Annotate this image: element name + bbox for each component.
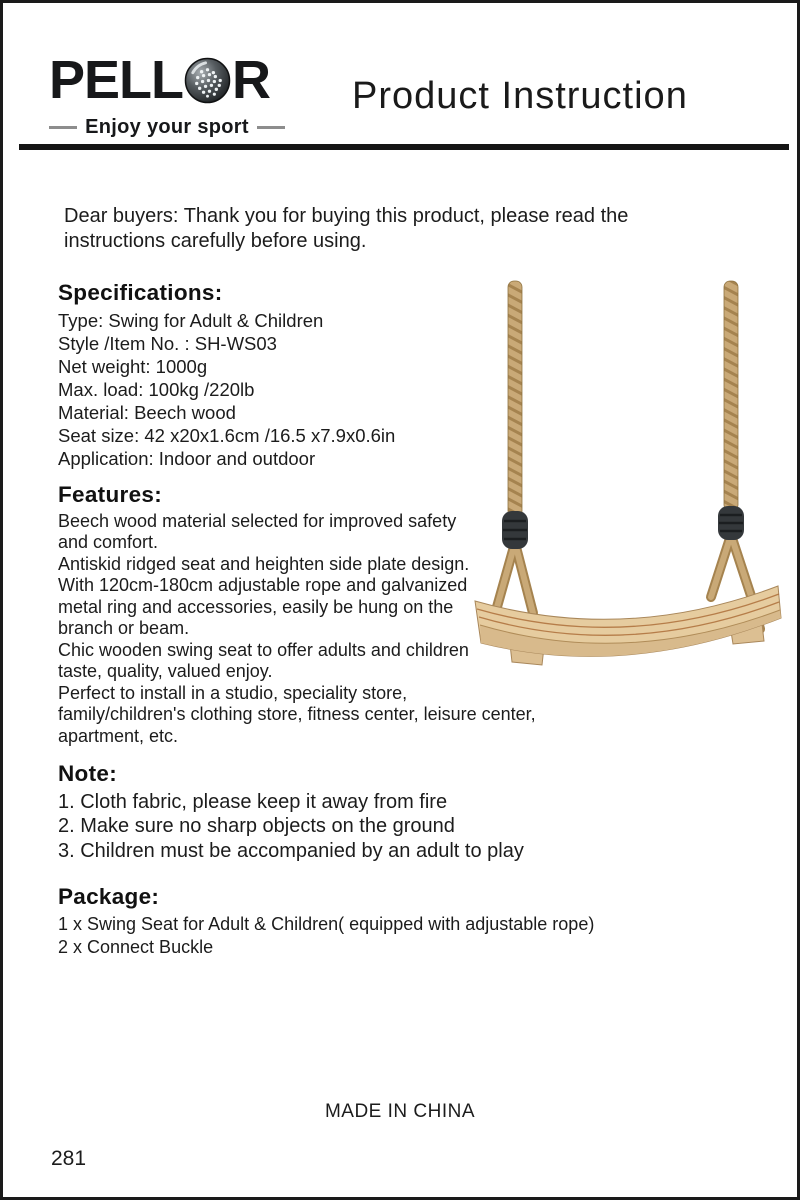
- intro-line: instructions carefully before using.: [64, 230, 367, 252]
- feature-line: metal ring and accessories, easily be hung on the: [58, 596, 454, 617]
- header-divider: [19, 144, 789, 150]
- package-heading: Package:: [58, 884, 160, 909]
- swing-product-image: [461, 275, 796, 675]
- right-rope: [724, 281, 738, 511]
- brand-text-left: PELL: [49, 50, 184, 110]
- spec-item: Net weight: 1000g: [58, 355, 208, 377]
- intro-paragraph: [64, 204, 628, 254]
- brand-tagline: [49, 116, 285, 139]
- page-number: 281: [51, 1147, 87, 1170]
- golf-ball-icon: [184, 57, 231, 104]
- package-item: 2 x Connect Buckle: [58, 936, 214, 957]
- made-in-china-label: MADE IN CHINA: [324, 1101, 476, 1122]
- swing-seat: [475, 586, 781, 665]
- specifications-heading: Specifications:: [58, 280, 223, 305]
- feature-line: Perfect to install in a studio, speciality store,: [58, 682, 408, 703]
- feature-line: branch or beam.: [58, 618, 190, 639]
- rope-adjuster-knob: [502, 511, 528, 549]
- brand-logo: [49, 50, 285, 139]
- spec-item: Max. load: 100kg /220lb: [58, 378, 255, 400]
- package-section: [58, 884, 594, 959]
- page-title: Product Instruction: [352, 75, 688, 117]
- note-item: 1. Cloth fabric, please keep it away from fire: [58, 790, 448, 813]
- spec-item: Material: Beech wood: [58, 401, 236, 423]
- feature-line: With 120cm-180cm adjustable rope and galvanized: [58, 575, 468, 596]
- tagline-dash-left: [49, 126, 77, 129]
- feature-line: Beech wood material selected for improved safety: [58, 510, 457, 531]
- feature-line: apartment, etc.: [58, 725, 179, 746]
- feature-line: Antiskid ridged seat and heighten side plate design.: [58, 553, 470, 574]
- spec-item: Seat size: 42 x20x1.6cm /16.5 x7.9x0.6in: [58, 424, 396, 446]
- package-item: 1 x Swing Seat for Adult & Children( equipped with adjustable rope): [58, 913, 595, 934]
- feature-line: and comfort.: [58, 532, 159, 553]
- note-item: 3. Children must be accompanied by an adult to play: [58, 839, 524, 862]
- rope-adjuster-knob: [718, 506, 744, 540]
- note-item: 2. Make sure no sharp objects on the ground: [58, 815, 455, 838]
- feature-line: Chic wooden swing seat to offer adults and children: [58, 639, 469, 660]
- left-rope: [508, 281, 522, 517]
- features-heading: Features:: [58, 482, 162, 507]
- brand-wordmark: [49, 50, 285, 110]
- note-heading: Note:: [58, 761, 117, 786]
- intro-line: Dear buyers: Thank you for buying this product, please read the: [64, 205, 629, 227]
- feature-line: family/children's clothing store, fitness center, leisure center,: [58, 704, 536, 725]
- spec-item: Application: Indoor and outdoor: [58, 447, 316, 469]
- specifications-section: [58, 280, 395, 470]
- spec-item: Type: Swing for Adult & Children: [58, 309, 324, 331]
- tagline-dash-right: [257, 126, 285, 129]
- tagline-text: Enjoy your sport: [85, 116, 249, 138]
- note-section: [58, 761, 524, 863]
- spec-item: Style /Item No. : SH-WS03: [58, 332, 277, 354]
- brand-text-right: R: [232, 50, 271, 110]
- feature-line: taste, quality, valued enjoy.: [58, 661, 273, 682]
